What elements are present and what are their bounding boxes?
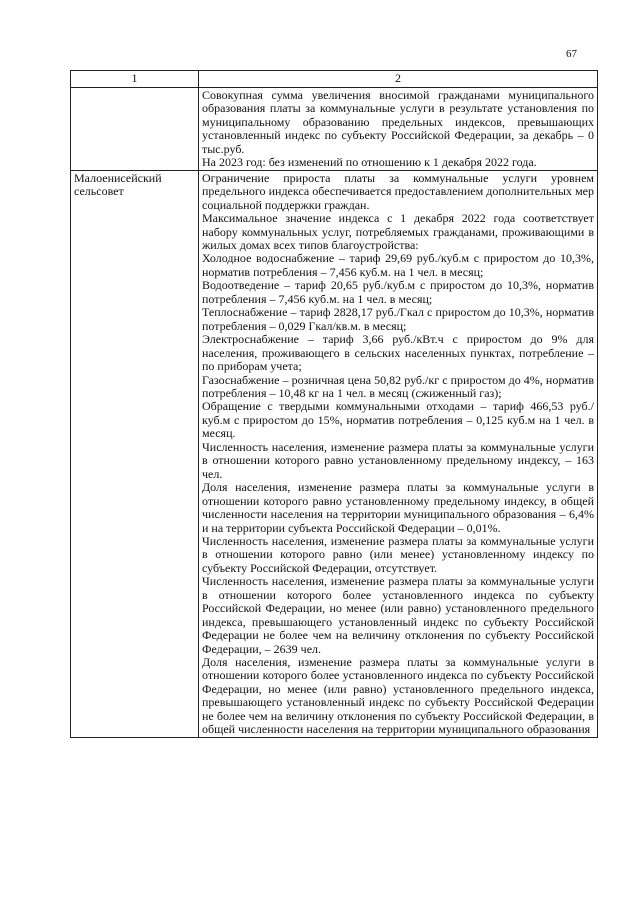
paragraph: Газоснабжение – розничная цена 50,82 руб./кг с приростом до 4%, норматив потребления – 10,48 кг на 1 чел. в месяц (сжиженный газ); bbox=[202, 372, 594, 400]
paragraph: Водоотведение – тариф 20,65 руб./куб.м с приростом до 10,3%, норматив потребления – 7,456 куб.м. на 1 чел. в месяц; bbox=[202, 278, 594, 306]
paragraph: Численность населения, изменение размера платы за коммунальные услуги в отношении которого равно установленному предельному индексу, – 163 чел. bbox=[202, 439, 594, 481]
region-cell: Малоенисейский сельсовет bbox=[71, 170, 199, 737]
tariff-table bbox=[70, 70, 598, 738]
paragraph: Обращение с твердыми коммунальными отходами – тариф 466,53 руб./куб.м с приростом до 15%, норматив потребления – 0,125 куб.м на 1 чел. в месяц. bbox=[202, 399, 594, 441]
paragraph: Ограничение прироста платы за коммунальные услуги уровнем предельного индекса обеспечивается предоставлением дополнительных мер социальной поддержки граждан. bbox=[202, 170, 594, 212]
paragraph: Электроснабжение – тариф 3,66 руб./кВт.ч с приростом до 9% для населения, проживающего в сельских населенных пунктах, потребление – по приборам учета; bbox=[202, 332, 594, 374]
table-row bbox=[71, 170, 598, 737]
column-header-1: 1 bbox=[71, 71, 199, 88]
paragraph: Максимальное значение индекса с 1 декабря 2022 года соответствует набору коммунальных услуг, потребляемых гражданами, проживающими в жилых домах всех типов благоустройства: bbox=[202, 211, 594, 252]
paragraph: На 2023 год: без изменений по отношению к 1 декабря 2022 года. bbox=[202, 155, 537, 170]
region-cell bbox=[71, 88, 199, 171]
table-row bbox=[71, 88, 598, 171]
page-number: 67 bbox=[566, 48, 577, 60]
table-header-row bbox=[71, 71, 598, 88]
content-cell bbox=[199, 170, 598, 737]
paragraph: Совокупная сумма увеличения вносимой гражданами муниципального образования платы за коммунальные услуги в результате установления по муниципальному образованию предельных индексов, превышающих установленный индекс по субъекту Российской Федерации, за декабрь – 0 тыс.руб. bbox=[202, 88, 594, 156]
column-header-2: 2 bbox=[199, 71, 598, 88]
paragraph: Доля населения, изменение размера платы за коммунальные услуги в отношении которого равно установленному предельному индексу, в общей численности населения на территории муниципального образования – 6,4% и на территории субъекта Российской Федерации – 0,01%. bbox=[202, 480, 594, 535]
paragraph: Теплоснабжение – тариф 2828,17 руб./Гкал с приростом до 10,3%, норматив потребления – 0,029 Гкал/кв.м. в месяц; bbox=[202, 305, 594, 333]
paragraph: Численность населения, изменение размера платы за коммунальные услуги в отношении которого более установленного индекса по субъекту Российской Федерации, но менее (или равно) установленного предельного индекса, превышающего установленный индекс по субъекту Российской Федерации не более чем на величину отклонения по субъекту Российской Федерации, – 2639 чел. bbox=[202, 574, 594, 656]
content-cell bbox=[199, 88, 598, 171]
paragraph: Холодное водоснабжение – тариф 29,69 руб./куб.м с приростом до 10,3%, норматив потребления – 7,456 куб.м. на 1 чел. в месяц; bbox=[202, 251, 594, 279]
paragraph: Численность населения, изменение размера платы за коммунальные услуги в отношении которого равно (или менее) установленному индексу по субъекту Российской Федерации, отсутствует. bbox=[202, 533, 594, 575]
paragraph: Доля населения, изменение размера платы за коммунальные услуги в отношении которого более установленного индекса по субъекту Российской Федерации, но менее (или равно) установленного предельного индекса, превышающего установленный индекс по субъекту Российской Федерации не более чем на величину отклонения по субъекту Российской Федерации, в общей численности населения на территории муниципального образования bbox=[202, 655, 594, 737]
